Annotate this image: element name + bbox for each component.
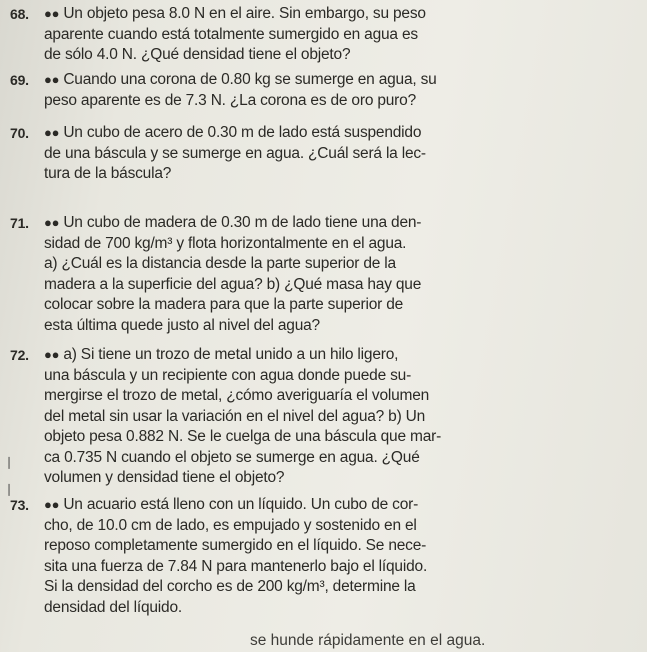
difficulty-marker: ●● — [44, 125, 60, 140]
problem-73 — [10, 495, 630, 618]
problem-line: volumen y densidad tiene el objeto? — [44, 469, 285, 486]
difficulty-marker: ●● — [44, 6, 60, 21]
margin-mark: ❘ — [4, 482, 15, 496]
problem-line: ca 0.735 N cuando el objeto se sumerge en agua. ¿Qué — [44, 448, 420, 466]
problem-line: colocar sobre la madera para que la parte superior de — [44, 296, 404, 313]
problem-line: tura de la báscula? — [44, 165, 172, 182]
problem-line: mergirse el trozo de metal, ¿cómo averiguaría el volumen — [44, 387, 430, 404]
cut-off-text-fragment: se hunde rápidamente en el agua. — [250, 632, 486, 649]
problem-number: 70. — [10, 125, 29, 141]
problem-line: esta última quede justo al nivel del agua? — [44, 316, 320, 334]
problem-line: ●● Un objeto pesa 8.0 N en el aire. Sin embargo, su peso — [44, 5, 426, 22]
problem-number: 69. — [10, 72, 29, 88]
problem-line: objeto pesa 0.882 N. Se le cuelga de una báscula que mar- — [44, 428, 442, 445]
problem-number: 73. — [10, 497, 29, 513]
difficulty-marker: ●● — [44, 215, 60, 230]
problem-line: peso aparente es de 7.3 N. ¿La corona es de oro puro? — [44, 91, 416, 109]
problem-number: 72. — [10, 347, 29, 363]
problem-line: madera a la superficie del agua? b) ¿Qué masa hay que — [44, 275, 422, 293]
difficulty-marker: ●● — [44, 497, 60, 512]
margin-mark: ❘ — [4, 455, 15, 469]
problem-line: ●● a) Si tiene un trozo de metal unido a un hilo ligero, — [44, 346, 399, 363]
problem-69 — [10, 70, 630, 111]
problem-line: de sólo 4.0 N. ¿Qué densidad tiene el objeto? — [44, 46, 351, 63]
difficulty-marker: ●● — [44, 347, 60, 362]
problem-line: una báscula y un recipiente con agua donde puede su- — [44, 366, 412, 384]
problem-line: cho, de 10.0 cm de lado, es empujado y sostenido en el — [44, 516, 417, 534]
problem-line: ●● Un cubo de madera de 0.30 m de lado tiene una den- — [44, 214, 422, 231]
problem-72 — [10, 345, 630, 489]
problem-70 — [10, 123, 630, 185]
problem-line: del metal sin usar la variación en el nivel del agua? b) Un — [44, 407, 426, 425]
problem-line: reposo completamente sumergido en el líquido. Se nece- — [44, 537, 427, 554]
problem-line: aparente cuando está totalmente sumergido en agua es — [44, 25, 418, 43]
problem-line: ●● Un cubo de acero de 0.30 m de lado está suspendido — [44, 124, 422, 141]
problem-number: 68. — [10, 6, 29, 22]
problem-line: ●● Un acuario está lleno con un líquido. Un cubo de cor- — [44, 496, 419, 513]
problem-line: de una báscula y se sumerge en agua. ¿Cuál será la lec- — [44, 144, 426, 162]
problem-line: sidad de 700 kg/m³ y flota horizontalmente en el agua. — [44, 234, 407, 252]
problem-68 — [10, 4, 630, 66]
problem-line: Si la densidad del corcho es de 200 kg/m³, determine la — [44, 578, 416, 595]
problem-line: ●● Cuando una corona de 0.80 kg se sumerge en agua, su — [44, 71, 437, 88]
problem-line: a) ¿Cuál es la distancia desde la parte superior de la — [44, 255, 396, 272]
problem-71 — [10, 213, 630, 336]
problem-line: densidad del líquido. — [44, 598, 182, 616]
problem-line: sita una fuerza de 7.84 N para mantenerlo bajo el líquido. — [44, 557, 428, 575]
difficulty-marker: ●● — [44, 72, 60, 87]
problem-number: 71. — [10, 215, 29, 231]
